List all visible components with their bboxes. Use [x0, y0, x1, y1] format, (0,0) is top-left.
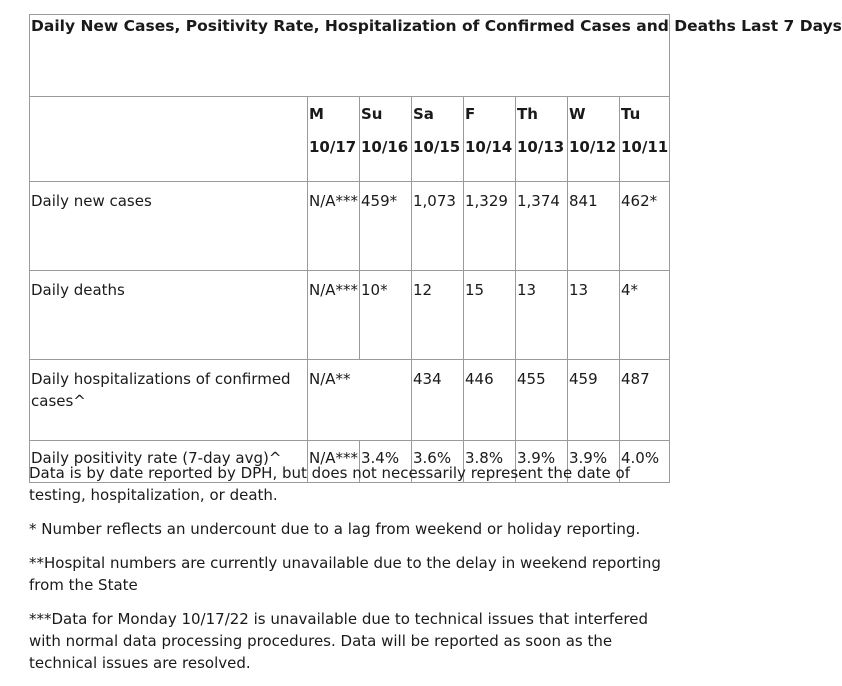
cell-value: 434	[412, 360, 464, 441]
footnote: * Number reflects an undercount due to a lag from weekend or holiday reporting.	[29, 520, 641, 538]
cell-value: 446	[464, 360, 516, 441]
table-row-hospitalizations	[30, 360, 670, 441]
day-label: Su	[361, 105, 383, 123]
cell-value: 3.8%	[464, 441, 516, 483]
date-label: 10/14	[465, 138, 513, 156]
column-header	[620, 97, 670, 182]
day-label: Th	[517, 105, 538, 123]
date-label: 10/17	[309, 138, 357, 156]
row-label: Daily new cases	[30, 182, 308, 271]
cell-value: 13	[516, 271, 568, 360]
cell-value: 841	[568, 182, 620, 271]
cell-value: 1,374	[516, 182, 568, 271]
footnote: **Hospital numbers are currently unavailable due to the delay in weekend reporting from the State	[29, 554, 661, 594]
cell-value: 3.4%	[360, 441, 412, 483]
table-row-new-cases	[30, 182, 670, 271]
cell-value: N/A**	[308, 360, 412, 441]
header-blank-cell	[30, 97, 308, 182]
date-label: 10/15	[413, 138, 461, 156]
cell-value: 459	[568, 360, 620, 441]
cell-value: 459*	[360, 182, 412, 271]
day-label: F	[465, 105, 476, 123]
cell-value: 1,329	[464, 182, 516, 271]
cell-value: 455	[516, 360, 568, 441]
column-header	[412, 97, 464, 182]
day-label: Tu	[621, 105, 641, 123]
column-header	[360, 97, 412, 182]
column-header	[516, 97, 568, 182]
cell-value: 3.6%	[412, 441, 464, 483]
row-label: Daily positivity rate (7-day avg)^	[30, 441, 308, 483]
footnotes	[29, 462, 674, 686]
table-title: Daily New Cases, Positivity Rate, Hospitalization of Confirmed Cases and Deaths Last 7 Days	[30, 15, 670, 97]
date-label: 10/13	[517, 138, 565, 156]
row-label: Daily hospitalizations of confirmed cases^	[30, 360, 308, 441]
cell-value: 10*	[360, 271, 412, 360]
cell-value: 4.0%	[620, 441, 670, 483]
cell-value: 462*	[620, 182, 670, 271]
day-label: W	[569, 105, 586, 123]
cell-value: 1,073	[412, 182, 464, 271]
covid-data-table	[29, 14, 842, 483]
cell-value: N/A***	[308, 441, 360, 483]
cell-value: N/A***	[308, 182, 360, 271]
footnote: Data is by date reported by DPH, but does not necessarily represent the date of testing, hospitalization, or death.	[29, 464, 630, 504]
cell-value: 3.9%	[516, 441, 568, 483]
row-label: Daily deaths	[30, 271, 308, 360]
date-label: 10/16	[361, 138, 409, 156]
table-row-deaths	[30, 271, 670, 360]
cell-value: 4*	[620, 271, 670, 360]
cell-value: 3.9%	[568, 441, 620, 483]
header-row	[30, 97, 670, 182]
footnote: ***Data for Monday 10/17/22 is unavailable due to technical issues that interfered with normal data processing procedures. Data will be reported as soon as the technical issues are resolved.	[29, 610, 648, 672]
cell-value: N/A***	[308, 271, 360, 360]
date-label: 10/12	[569, 138, 617, 156]
day-label: M	[309, 105, 324, 123]
cell-value: 13	[568, 271, 620, 360]
date-label: 10/11	[621, 138, 669, 156]
column-header	[464, 97, 516, 182]
day-label: Sa	[413, 105, 434, 123]
cell-value: 12	[412, 271, 464, 360]
column-header	[308, 97, 360, 182]
column-header	[568, 97, 620, 182]
cell-value: 15	[464, 271, 516, 360]
cell-value: 487	[620, 360, 670, 441]
